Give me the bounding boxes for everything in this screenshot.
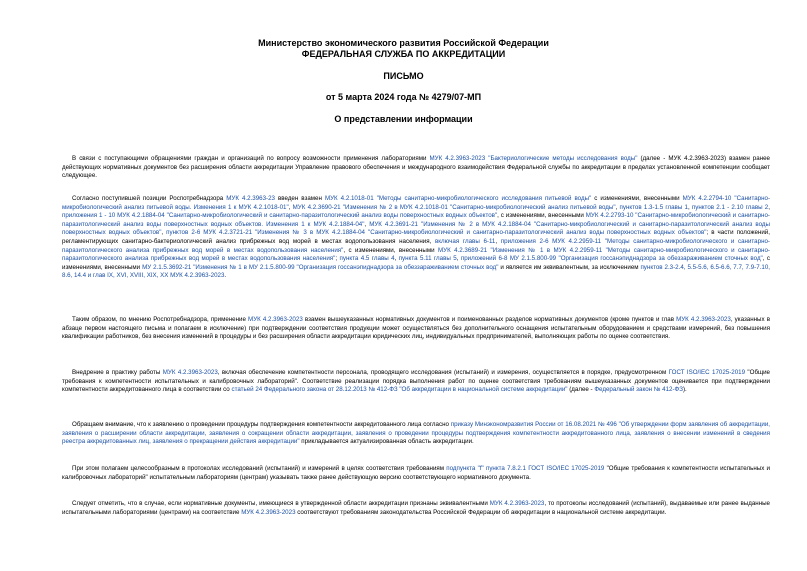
document-type: ПИСЬМО xyxy=(383,71,424,81)
paragraph-text: , xyxy=(364,220,370,228)
paragraph-text: , с изменениями, внесенными xyxy=(62,255,770,271)
paragraph-text: Обращаем внимание, что к заявлению о проведении процедуры подтверждения компетентности аккредитованного лица согласно xyxy=(72,421,451,428)
paragraph-1 xyxy=(62,155,770,181)
paragraph-text: ; в части положений, регламентирующих санитарно-бактериологический анализ прибрежных вод морей в местах водопользования населения, xyxy=(62,229,770,245)
paragraph-3 xyxy=(62,316,770,342)
paragraph-text: "Общие требования к компетентности испытательных и калибровочных лабораторий". Соответствие реализации порядка выполнения работ по оценке соответствия требованиям вышеуказанных документов оценивается при подтверждении компетентности аккредитованного лица в соответствии со xyxy=(62,369,770,394)
paragraph-text: и является им эквивалентным, за исключением xyxy=(498,263,641,271)
paragraph-text: , с изменениями, внесенными xyxy=(343,246,438,254)
document-link[interactable]: приложений 6-8 МУ 2.1.5.800-99 "Организация госсанэпиднадзора за обеззараживанием сточных вод" xyxy=(460,255,763,263)
document-link[interactable]: МУК 4.2.3690-21 "Изменения № 2 в МУК 4.2.1018-01 "Санитарно-микробиологический анализ питьевой воды" xyxy=(292,203,616,211)
document-link[interactable]: приложения 2-6 МУК 4.2.2959-11 "Методы санитарно-микробиологического и санитарно-паразитологического анализа прибрежных вод морей в местах водопользования населения" xyxy=(62,237,770,254)
document-link[interactable]: включая главы 6-11 xyxy=(434,237,496,245)
document-link[interactable]: пунктов 2-6 МУК 4.2.3721-21 "Изменения № 3 в МУК 4.2.1884-04 "Санитарно-микробиологический и санитарно-паразитологический анализ воды поверхностных водных объектов" xyxy=(166,229,707,237)
document-link[interactable]: Федеральный закон № 412-ФЗ xyxy=(594,386,683,394)
document-link[interactable]: пунктов 1.3-1.5 главы 1 xyxy=(619,203,688,211)
paragraph-2 xyxy=(62,195,770,281)
document-link[interactable]: МУК 4.2.2793-10 "Санитарно-микробиологический и санитарно-паразитологический анализ воды поверхностных водных объектов. Изменения 1 к МУК 4.2.1884-04" xyxy=(62,212,770,228)
document-link[interactable]: МУК 4.2.1018-01 "Методы санитарно-микробиологического исследования питьевой воды" xyxy=(324,195,592,202)
document-date-number: от 5 марта 2024 года № 4279/07-МП xyxy=(325,92,482,102)
paragraph-7 xyxy=(62,500,770,517)
paragraph-text: ; xyxy=(335,255,340,263)
agency-name: ФЕДЕРАЛЬНАЯ СЛУЖБА ПО АККРЕДИТАЦИИ xyxy=(301,49,506,59)
document-link[interactable]: МУК 4.2.3691-21 "Изменения № 2 в МУК 4.2.1884-04 "Санитарно-микробиологический и санитарно-паразитологический анализ воды поверхностных водных объектов" xyxy=(62,220,770,237)
paragraph-text: с изменениями, внесенными xyxy=(591,195,683,202)
paragraph-text: (далее - МУК 4.2.3963-2023) взамен ранее действующих нормативных документов без расширения области аккредитации Управление правового обеспечения и международного взаимодействия Федеральной службы по аккредитации в пределах установленной компетенции сообщает следующее. xyxy=(62,155,770,180)
document-link[interactable]: МУК 4.2.3963-2023 "Бактериологические методы исследования воды" xyxy=(429,155,638,162)
document-link[interactable]: МУК 4.2.3963-2023 xyxy=(489,500,545,507)
paragraph-4 xyxy=(62,369,770,395)
document-link[interactable]: МУК 4.2.3963-2023 xyxy=(676,316,731,323)
paragraph-text: (далее - xyxy=(567,386,595,394)
paragraph-text: , xyxy=(161,229,167,237)
paragraph-text: , xyxy=(394,255,399,263)
document-link[interactable]: пункта 5.11 главы 5 xyxy=(398,255,457,263)
paragraph-6 xyxy=(62,465,770,482)
document-link[interactable]: МУК 4.2.3689-21 "Изменения № 1 в МУК 4.2.2959-11 "Методы санитарно-микробиологического и санитарно-паразитологического анализа прибрежных вод морей в местах водопользования населения" xyxy=(62,246,770,263)
ministry-name: Министерство экономического развития Российской Федерации xyxy=(258,38,549,48)
paragraph-text: В связи с поступающими обращениями граждан и организаций по вопросу возможности применения лабораториями xyxy=(72,155,430,162)
document-link[interactable]: МУ 2.1.5.3692-21 "Изменения № 1 в МУ 2.1.5.800-99 "Организация госсанэпиднадзора за обеззараживанием сточных вод" xyxy=(142,263,499,271)
document-link[interactable]: МУК 4.2.3963-23 xyxy=(226,195,275,202)
document-title: О представлении информации xyxy=(334,114,473,124)
document-link[interactable]: МУК 4.2.3963-2023 xyxy=(241,508,296,516)
paragraph-text: Внедрение в практику работы xyxy=(72,369,163,376)
paragraph-text: Таким образом, по мнению Роспотребнадзора, применение xyxy=(72,316,249,323)
paragraph-text: , включая обеспечение компетентности персонала, проводящего исследования (испытаний) и измерения, осуществляется в порядке, предусмотренном xyxy=(217,369,669,376)
paragraph-text: При этом полагаем целесообразным в протоколах исследований (испытаний) и измерений в целях соответствия требованиям xyxy=(72,465,447,472)
document-link[interactable]: подпункта "f" пункта 7.8.2.1 ГОСТ ISO/IEC 17025-2019 xyxy=(446,465,605,472)
paragraph-text: . xyxy=(224,272,227,280)
paragraph-text: , xyxy=(288,203,293,211)
paragraph-text: , xyxy=(687,203,692,211)
document-link[interactable]: статьей 24 Федерального закона от 28.12.2013 № 412-ФЗ "Об аккредитации в национальной системе аккредитации" xyxy=(231,386,568,394)
paragraph-text: Согласно поступившей позиции Роспотребнадзора xyxy=(72,195,227,202)
document-link[interactable]: МУК 4.2.3963-2023 xyxy=(248,316,303,323)
paragraph-text: ). xyxy=(682,386,687,394)
document-link[interactable]: приложения 1 - 10 МУК 4.2.1884-04 "Санитарно-микробиологический и санитарно-паразитологический анализ воды поверхностных водных объектов" xyxy=(62,212,498,220)
document-link[interactable]: пунктов 2.3-2.4, 5.5-5.6, 6.5-6.6, 7.7, 7.9-7.10, 8.6, 14.4 и глав IX, XVI, XVIII, XIX, XX МУК 4.2.3963-2023 xyxy=(62,263,770,280)
paragraph-text: , xyxy=(768,203,770,211)
paragraph-text: , то протоколы исследований (испытаний), выдаваемые или ранее выданные испытательными лабораториями (центрами) на соответствие xyxy=(62,500,771,516)
paragraph-text: , указанных в абзаце первом настоящего письма и полагаем в исключение) при подтверждении соответствия продукции может осуществляться без дополнительного оснащения испытательным оборудованием и средствами измерений, без повышения квалификации работников, без внесения изменений в процедуры и без расширения области аккредитации юридических лиц, индивидуальных предпринимателей, выполняющих работы по оценке соответствия. xyxy=(62,316,770,341)
paragraph-5 xyxy=(62,421,770,447)
paragraph-text: Следует отметить, что в случае, если нормативные документы, имеющиеся в утвержденной области аккредитации признаны эквивалентными xyxy=(72,500,490,507)
document-link[interactable]: пункта 4.5 главы 4 xyxy=(339,255,395,263)
paragraph-text: "Общие требования к компетентности испытательных и калибровочных лабораторий" испытательным лабораториям (центрам) указывать также ранее действующую версию соответствующего нормативного документа. xyxy=(62,465,771,481)
paragraph-text: , xyxy=(456,255,461,263)
document-link[interactable]: МУК 4.2.3963-2023 xyxy=(162,369,218,376)
paragraph-text: прикладывается актуализированная область аккредитации. xyxy=(299,438,474,446)
document-link[interactable]: МУК 4.2.2794-10 "Санитарно-микробиологический анализ питьевой воды. Изменения 1 к МУК 4.2.1018-01" xyxy=(62,195,771,211)
paragraph-text: , xyxy=(495,237,501,245)
paragraph-text: , с изменениями, внесенными xyxy=(497,212,586,220)
document-link[interactable]: пунктов 2.1 - 2.10 главы 2 xyxy=(691,203,769,211)
paragraph-text: , xyxy=(615,203,620,211)
paragraph-text: взамен вышеуказанных нормативных документов и поименованных разделов нормативных документов (кроме пунктов и глав xyxy=(302,316,677,323)
document-link[interactable]: ГОСТ ISO/IEC 17025-2019 xyxy=(668,369,746,376)
paragraph-text: введен взамен xyxy=(274,195,325,202)
document-link[interactable]: приказу Минэкономразвития России от 16.08.2021 № 496 "Об утверждении форм заявления об аккредитации, заявления о расширении области аккредитации, заявления о сокращении области аккредитации, заявления о проведении процедуры подтверждения компетентности аккредитованного лица, заявления о внесении изменений в сведения реестра аккредитованных лиц, заявления о прекращении действия аккредитации" xyxy=(62,421,770,446)
paragraph-text: соответствуют требованиям законодательства Российской Федерации об аккредитации в национальной системе аккредитации. xyxy=(295,508,667,516)
